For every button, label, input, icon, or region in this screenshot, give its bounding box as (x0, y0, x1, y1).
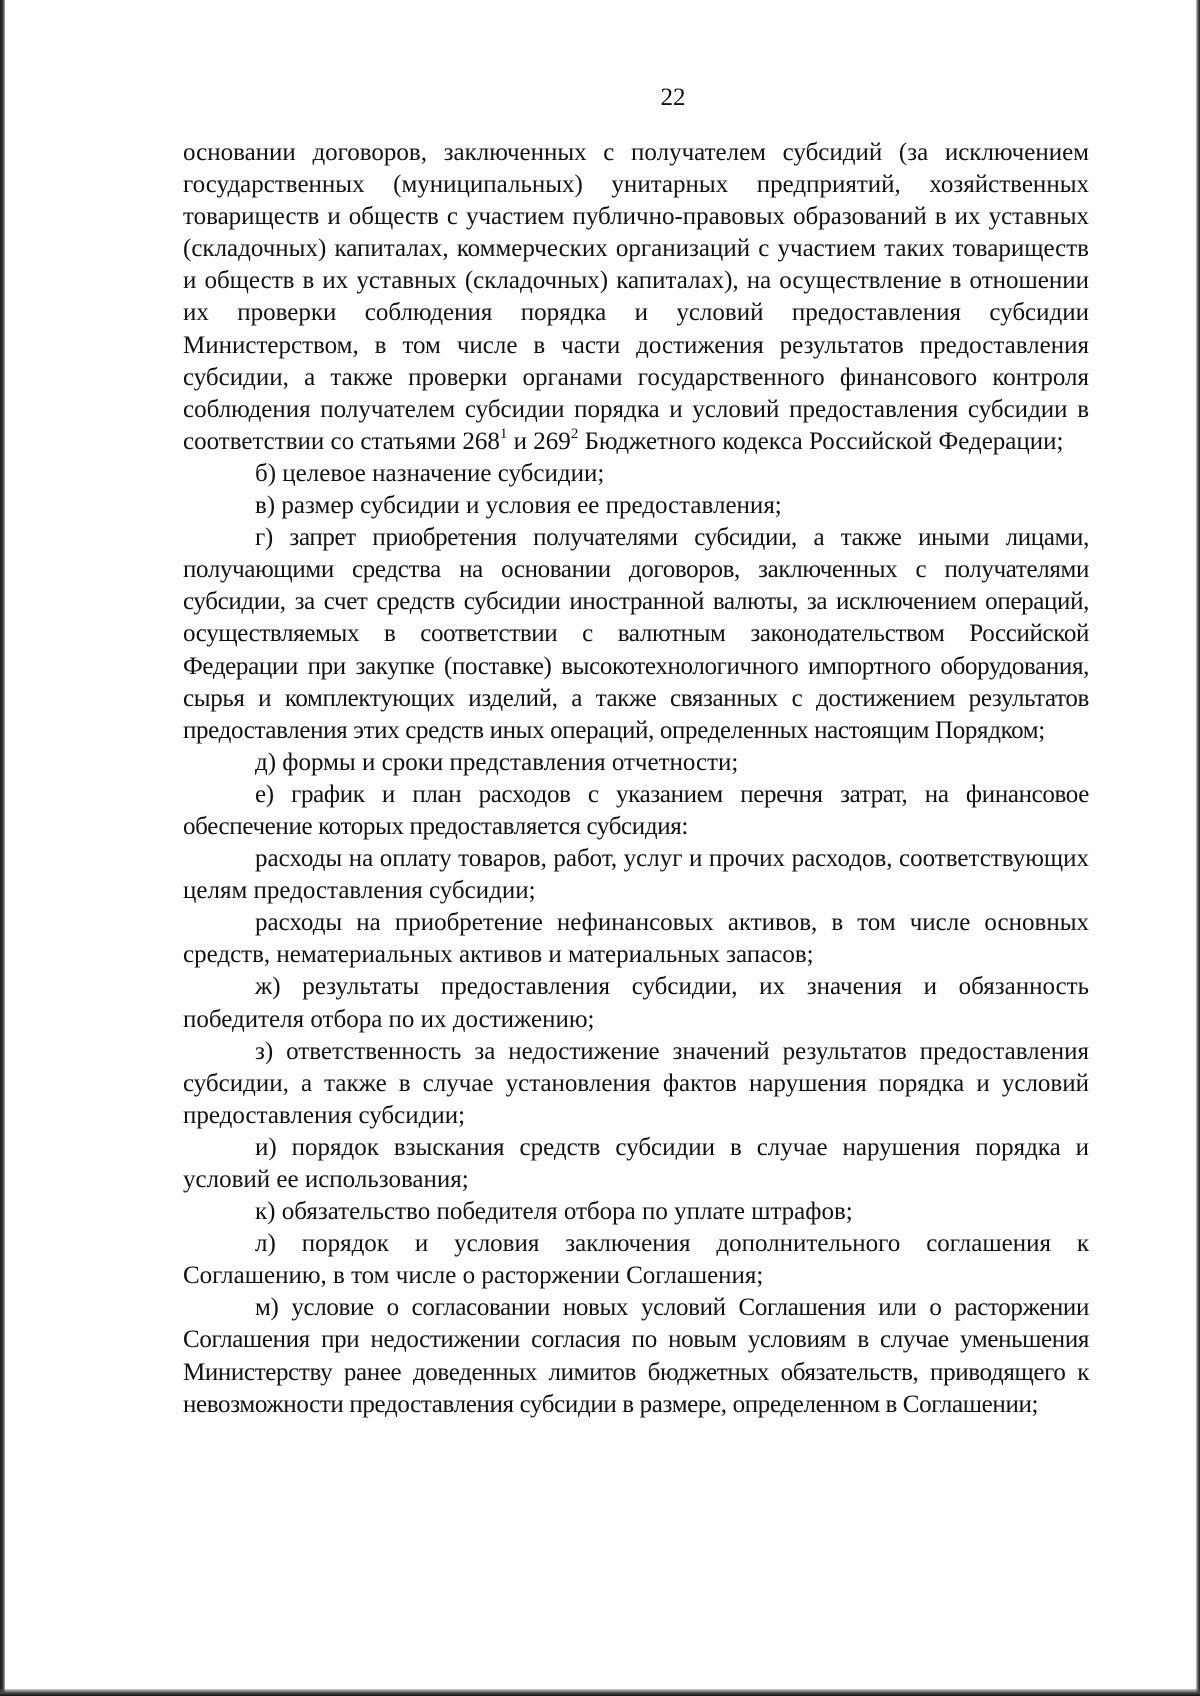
paragraph-continuation-text-1: основании договоров, заключенных с получателем субсидий (за исключением государственных (муниципальных) унитарных предприятий, хозяйственных товариществ и обществ с участием публично-правовых образований в их уставных (складочных) капиталах, коммерческих организаций с участием таких товариществ и обществ в их уставных (складочных) капиталах), на осуществление в отношении их проверки соблюдения порядка и условий предоставления субсидии Министерством, в том числе в части достижения результатов предоставления субсидии, а также проверки органами государственного финансового контроля соблюдения получателем субсидии порядка и условий предоставления субсидии в соответствии со статьями 268 (183, 139, 1089, 455)
paragraph-item-z: з) ответственность за недостижение значений результатов предоставления субсидии, а также в случае установления фактов нарушения порядка и условий предоставления субсидии; (183, 1037, 1089, 1129)
paragraph-continuation-text-3: Бюджетного кодекса Российской Федерации; (578, 427, 1064, 455)
paragraph-continuation-text-2: и 269 (507, 427, 571, 455)
paragraph-item-m: м) условие о согласовании новых условий Соглашения или о расторжении Соглашения при недостижении согласия по новым условиям в случае уменьшения Министерству ранее доведенных лимитов бюджетных обязательств, приводящего к невозможности предоставления субсидии в размере, определенном в Соглашении; (183, 1294, 1089, 1418)
paragraph-item-g: г) запрет приобретения получателями субсидии, а также иными лицами, получающими средства на основании договоров, заключенных с получателями субсидии, за счет средств субсидии иностранной валюты, за исключением операций, осуществляемых в соответствии с валютным законодательством Российской Федерации при закупке (поставке) высокотехнологичного импортного оборудования, сырья и комплектующих изделий, а также связанных с достижением результатов предоставления этих средств иных операций, определенных настоящим Порядком; (183, 524, 1089, 744)
scan-edge-left (0, 0, 5, 1696)
footnote-superscript-1: 1 (499, 425, 508, 442)
paragraph-item-v: в) размер субсидии и условия ее предоставления; (255, 492, 782, 520)
page-number: 22 (660, 84, 686, 111)
paragraph-item-zh: ж) результаты предоставления субсидии, их значения и обязанность победителя отбора по их достижению; (183, 973, 1089, 1033)
paragraph-item-i: и) порядок взыскания средств субсидии в случае нарушения порядка и условий ее использования; (183, 1133, 1089, 1193)
paragraph-item-l: л) порядок и условия заключения дополнительного соглашения к Соглашению, в том числе о расторжении Соглашения; (183, 1230, 1089, 1290)
footnote-superscript-2: 2 (570, 425, 579, 442)
paragraph-item-k: к) обязательство победителя отбора по уплате штрафов; (255, 1198, 853, 1226)
paragraph-item-e-expenses-2: расходы на приобретение нефинансовых активов, в том числе основных средств, нематериальных активов и материальных запасов; (183, 909, 1089, 969)
scan-edge-bottom (0, 1689, 1200, 1696)
paragraph-item-e: е) график и план расходов с указанием перечня затрат, на финансовое обеспечение которых предоставляется субсидия: (183, 780, 1089, 840)
paragraph-item-e-expenses-1: расходы на оплату товаров, работ, услуг и прочих расходов, соответствующих целям предоставления субсидии; (183, 845, 1089, 905)
scan-edge-right (1196, 0, 1200, 1696)
document-body (183, 137, 1089, 1421)
paragraph-continuation (183, 137, 1089, 458)
paragraph-item-b: б) целевое назначение субсидии; (255, 459, 605, 487)
paragraph-item-d: д) формы и сроки представления отчетности; (255, 748, 739, 776)
